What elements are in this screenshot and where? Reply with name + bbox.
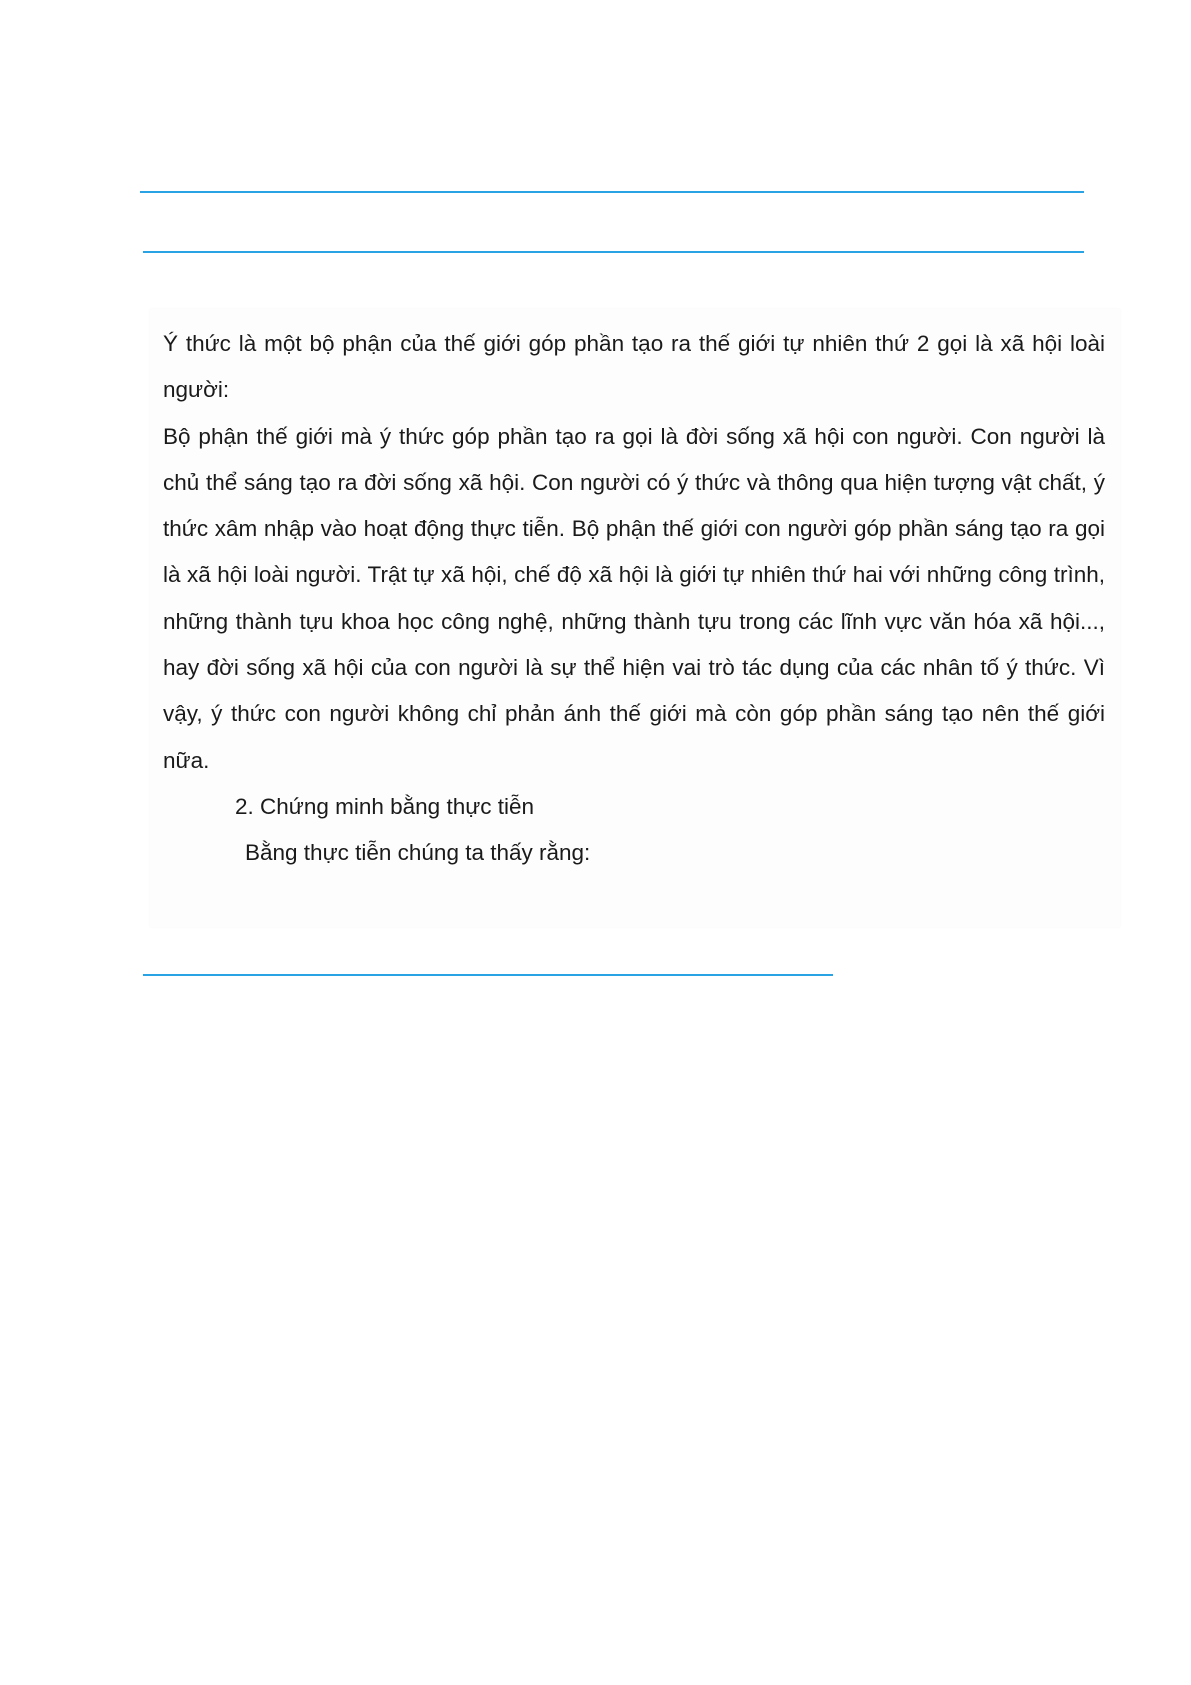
section-heading: 2. Chứng minh bằng thực tiễn (235, 793, 535, 819)
header-rule (143, 251, 1084, 253)
top-rule (140, 191, 1084, 193)
excerpt-body (163, 321, 1105, 877)
footer-rule (143, 974, 833, 976)
paragraph-intro: Ý thức là một bộ phận của thế giới góp phần tạo ra thế giới tự nhiên thứ 2 gọi là xã hội loài người: (163, 331, 1105, 403)
text-excerpt (150, 309, 1120, 927)
paragraph-lead: Bằng thực tiễn chúng ta thấy rằng: (245, 840, 591, 866)
paragraph-main: Bộ phận thế giới mà ý thức góp phần tạo ra gọi là đời sống xã hội con người. Con người là chủ thể sáng tạo ra đời sống xã hội. Con người có ý thức và thông qua hiện tượng vật chất, ý thức xâm nhập vào hoạt động thực tiễn. Bộ phận thế giới con người góp phần sáng tạo ra gọi là xã hội loài người. Trật tự xã hội, chế độ xã hội là giới tự nhiên thứ hai với những công trình, những thành tựu khoa học công nghệ, những thành tựu trong các lĩnh vực văn hóa xã hội..., hay đời sống xã hội của con người là sự thể hiện vai trò tác dụng của các nhân tố ý thức. Vì vậy, ý thức con người không chỉ phản ánh thế giới mà còn góp phần sáng tạo nên thế giới nữa. (163, 423, 1105, 773)
